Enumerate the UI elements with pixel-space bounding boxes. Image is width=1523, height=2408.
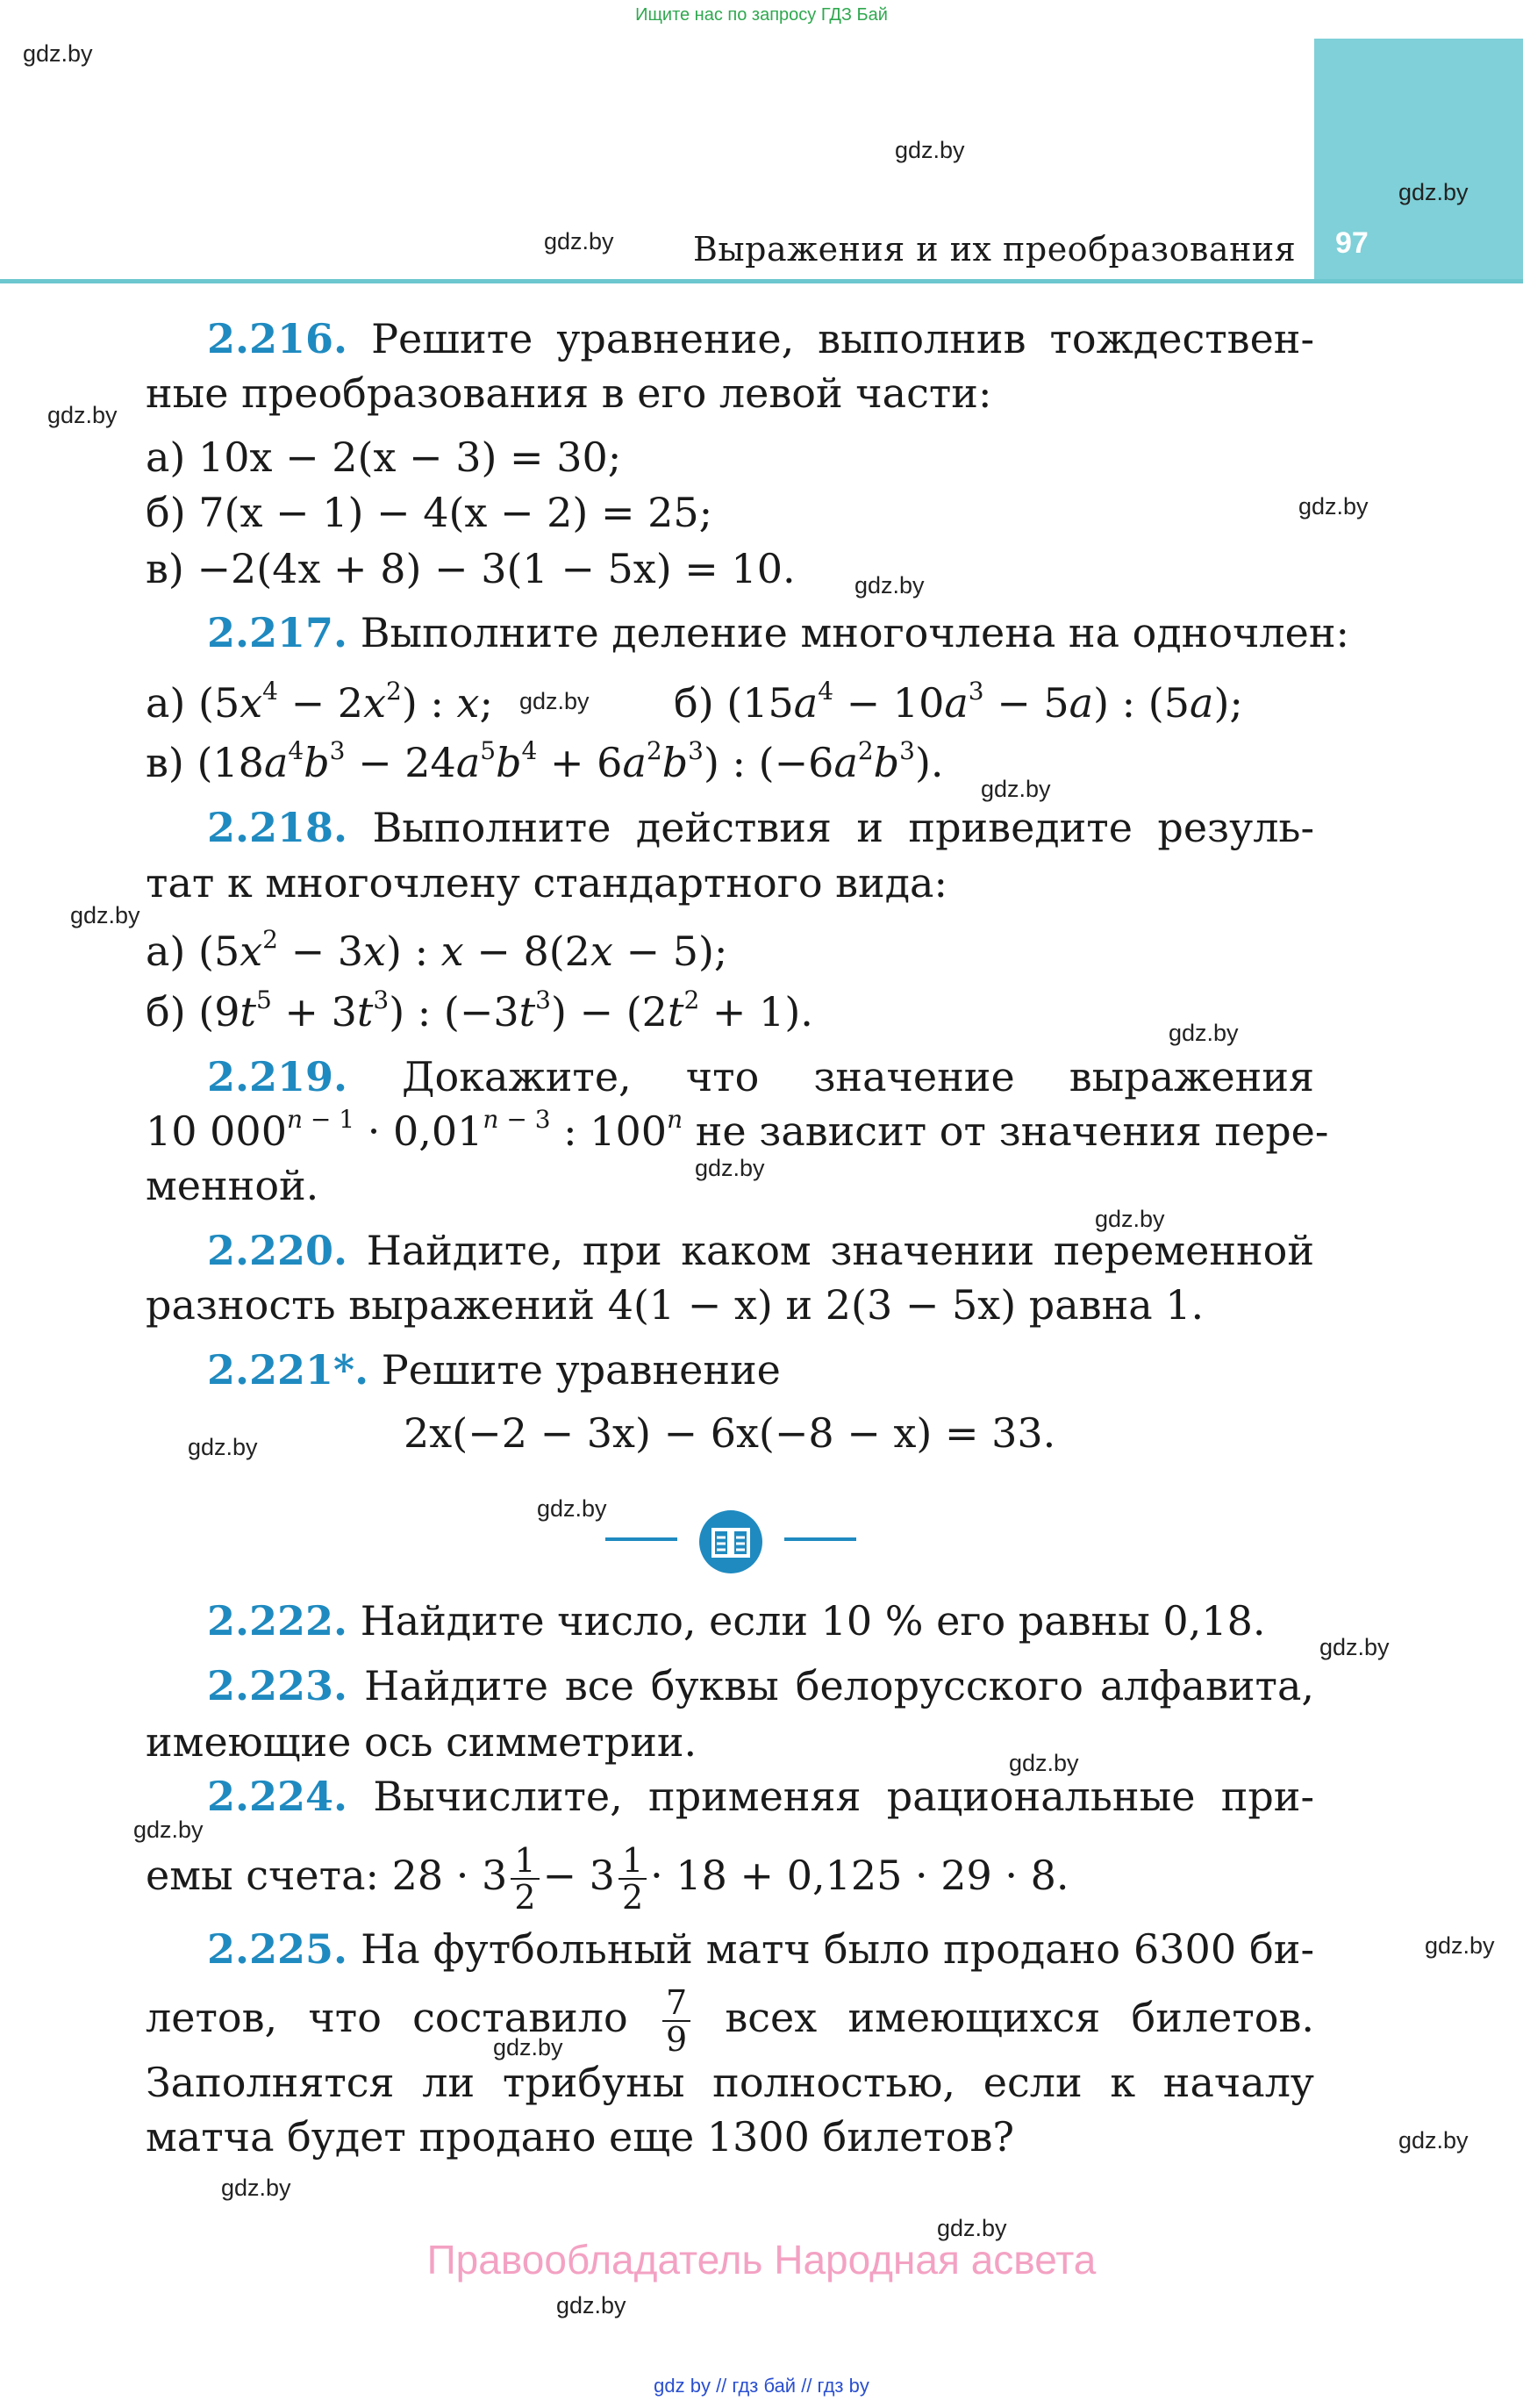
problem-text: Найдите, при каком значении переменной [366,1227,1315,1274]
copyright-notice: Правообладатель Народная асвета [426,2237,1097,2283]
problem-number: 2.218. [207,804,348,851]
watermark: gdz.by [1009,1750,1079,1776]
fraction: $\frac{7}{9}$ [662,1985,690,2057]
footer-links[interactable]: gdz by // гдз бай // гдз by [654,2375,869,2397]
watermark: gdz.by [519,688,590,714]
problem-text: всех имеющихся билетов. [725,1994,1315,2041]
problem-text: На футбольный матч было продано 6300 би- [361,1925,1315,1973]
problem-number: 2.216. [207,315,348,362]
item-label: в) [146,739,184,786]
problem-220-line2: разность выражений 4(1 − x) и 2(3 − 5x) равна 1. [146,1281,1205,1329]
watermark: gdz.by [1398,179,1469,205]
problem-216-c: в) −2(4x + 8) − 3(1 − 5x) = 10. [146,545,796,592]
problem-224-line2: емы счета: 28 · 3 $\frac{1}{2}$ − 3 $\frac{1}{2}$ · 18 + 0,125 · 29 · 8. [146,1841,1069,1917]
item-label: б) [674,679,714,727]
problem-218-line2: тат к многочлену стандартного вида: [146,859,947,907]
problem-number: 2.224. [207,1773,348,1820]
problem-number: 2.223. [207,1662,348,1709]
problem-217-c: в) $(18a^4b^3 - 24a^5b^4 + 6a^2b^3)$ : $(-6a^2b^3)$. [146,736,944,786]
divider-left [605,1537,677,1541]
watermark: gdz.by [70,902,140,928]
fraction: $\frac{1}{2}$ [618,1843,647,1915]
problem-text: Решите уравнение, выполнив тождествен- [371,315,1315,362]
watermark: gdz.by [1398,2127,1469,2154]
problem-220-line1 [207,1223,1314,1278]
item-label: а) [146,928,186,975]
problem-text: Выполните деление многочлена на одночлен: [360,609,1350,656]
page-number: 97 [1335,226,1369,260]
watermark: gdz.by [556,2292,626,2318]
open-book-icon [699,1510,762,1573]
problem-text: Вычислите, применяя рациональные при- [373,1773,1314,1820]
problem-217-line1 [207,606,1349,660]
watermark: gdz.by [854,572,925,598]
watermark: gdz.by [895,137,965,163]
top-banner[interactable]: Ищите нас по запросу ГДЗ Бай [635,5,888,25]
problem-218-b: б) $(9t^5 + 3t^3)$ : $(-3t^3) - (2t^2 + 1)$. [146,985,813,1036]
problem-text: летов, что составило [146,1994,628,2041]
item-label: а) [146,679,186,727]
problem-text: емы счета: [146,1852,380,1899]
problem-222 [207,1594,1265,1648]
watermark: gdz.by [188,1434,258,1460]
problem-number: 2.225. [207,1925,348,1973]
problem-216-line2: ные преобразования в его левой части: [146,369,992,417]
watermark: gdz.by [221,2175,291,2201]
watermark: gdz.by [23,40,93,67]
divider-right [784,1537,856,1541]
watermark: gdz.by [1095,1206,1165,1232]
problem-219-line2: 10 $000^{n - 1} \cdot 0,01^{n - 3}$ : 100$^n$ не зависит от значения пере- [146,1105,1329,1155]
problem-number: 2.219. [207,1053,348,1100]
problem-text: Найдите все буквы белорусского алфавита, [364,1662,1315,1709]
problem-223-line1 [207,1659,1314,1713]
watermark: gdz.by [47,402,118,428]
watermark: gdz.by [493,2034,563,2060]
section-title: Выражения и их преобразования [693,230,1297,269]
problem-221-line1 [207,1343,781,1397]
watermark: gdz.by [1298,493,1369,520]
watermark: gdz.by [1425,1932,1495,1959]
problem-219-line3: менной. [146,1162,319,1209]
watermark: gdz.by [537,1495,607,1522]
header-divider [0,279,1523,283]
item-label: б) [146,988,186,1036]
problem-219-line1 [207,1050,1314,1104]
watermark: gdz.by [937,2215,1007,2241]
problem-number: 2.221*. [207,1346,369,1394]
problem-216-b: б) 7(x − 1) − 4(x − 2) = 25; [146,489,713,536]
watermark: gdz.by [695,1155,765,1181]
problem-text: Найдите число, если 10 % его равны 0,18. [360,1597,1266,1645]
problem-225-line2 [146,1985,1314,2057]
problem-225-line3: Заполнятся ли трибуны полностью, если к началу [146,2059,1314,2106]
problem-221-equation: 2x(−2 − 3x) − 6x(−8 − x) = 33. [404,1409,1056,1457]
problem-217-a: а) $(5x^4 - 2x^2)$ : x; [146,677,493,727]
watermark: gdz.by [981,776,1051,802]
problem-text: Докажите, что значение выражения [402,1053,1314,1100]
problem-223-line2: имеющие ось симметрии. [146,1718,697,1766]
problem-text: Решите уравнение [381,1346,781,1394]
problem-218-a: а) $(5x^2 - 3x)$ : x − 8(2x − 5); [146,925,728,975]
watermark: gdz.by [1319,1634,1390,1660]
problem-224-line1 [207,1769,1314,1824]
watermark: gdz.by [544,228,614,254]
problem-216-a: а) 10x − 2(x − 3) = 30; [146,434,622,481]
watermark: gdz.by [133,1817,204,1843]
problem-number: 2.222. [207,1597,348,1645]
watermark: gdz.by [1169,1020,1239,1046]
problem-number: 2.220. [207,1227,348,1274]
problem-225-line4: матча будет продано еще 1300 билетов? [146,2113,1015,2161]
problem-text: Выполните действия и приведите резуль- [372,804,1315,851]
problem-218-line1 [207,800,1314,855]
fraction: $\frac{1}{2}$ [511,1843,539,1915]
problem-225-line1 [207,1922,1314,1976]
problem-number: 2.217. [207,609,348,656]
problem-216-line1 [207,312,1314,366]
problem-217-b: б) $(15a^4 - 10a^3 - 5a)$ : (5a); [674,677,1243,727]
problem-text: не зависит от значения пере- [695,1107,1329,1155]
